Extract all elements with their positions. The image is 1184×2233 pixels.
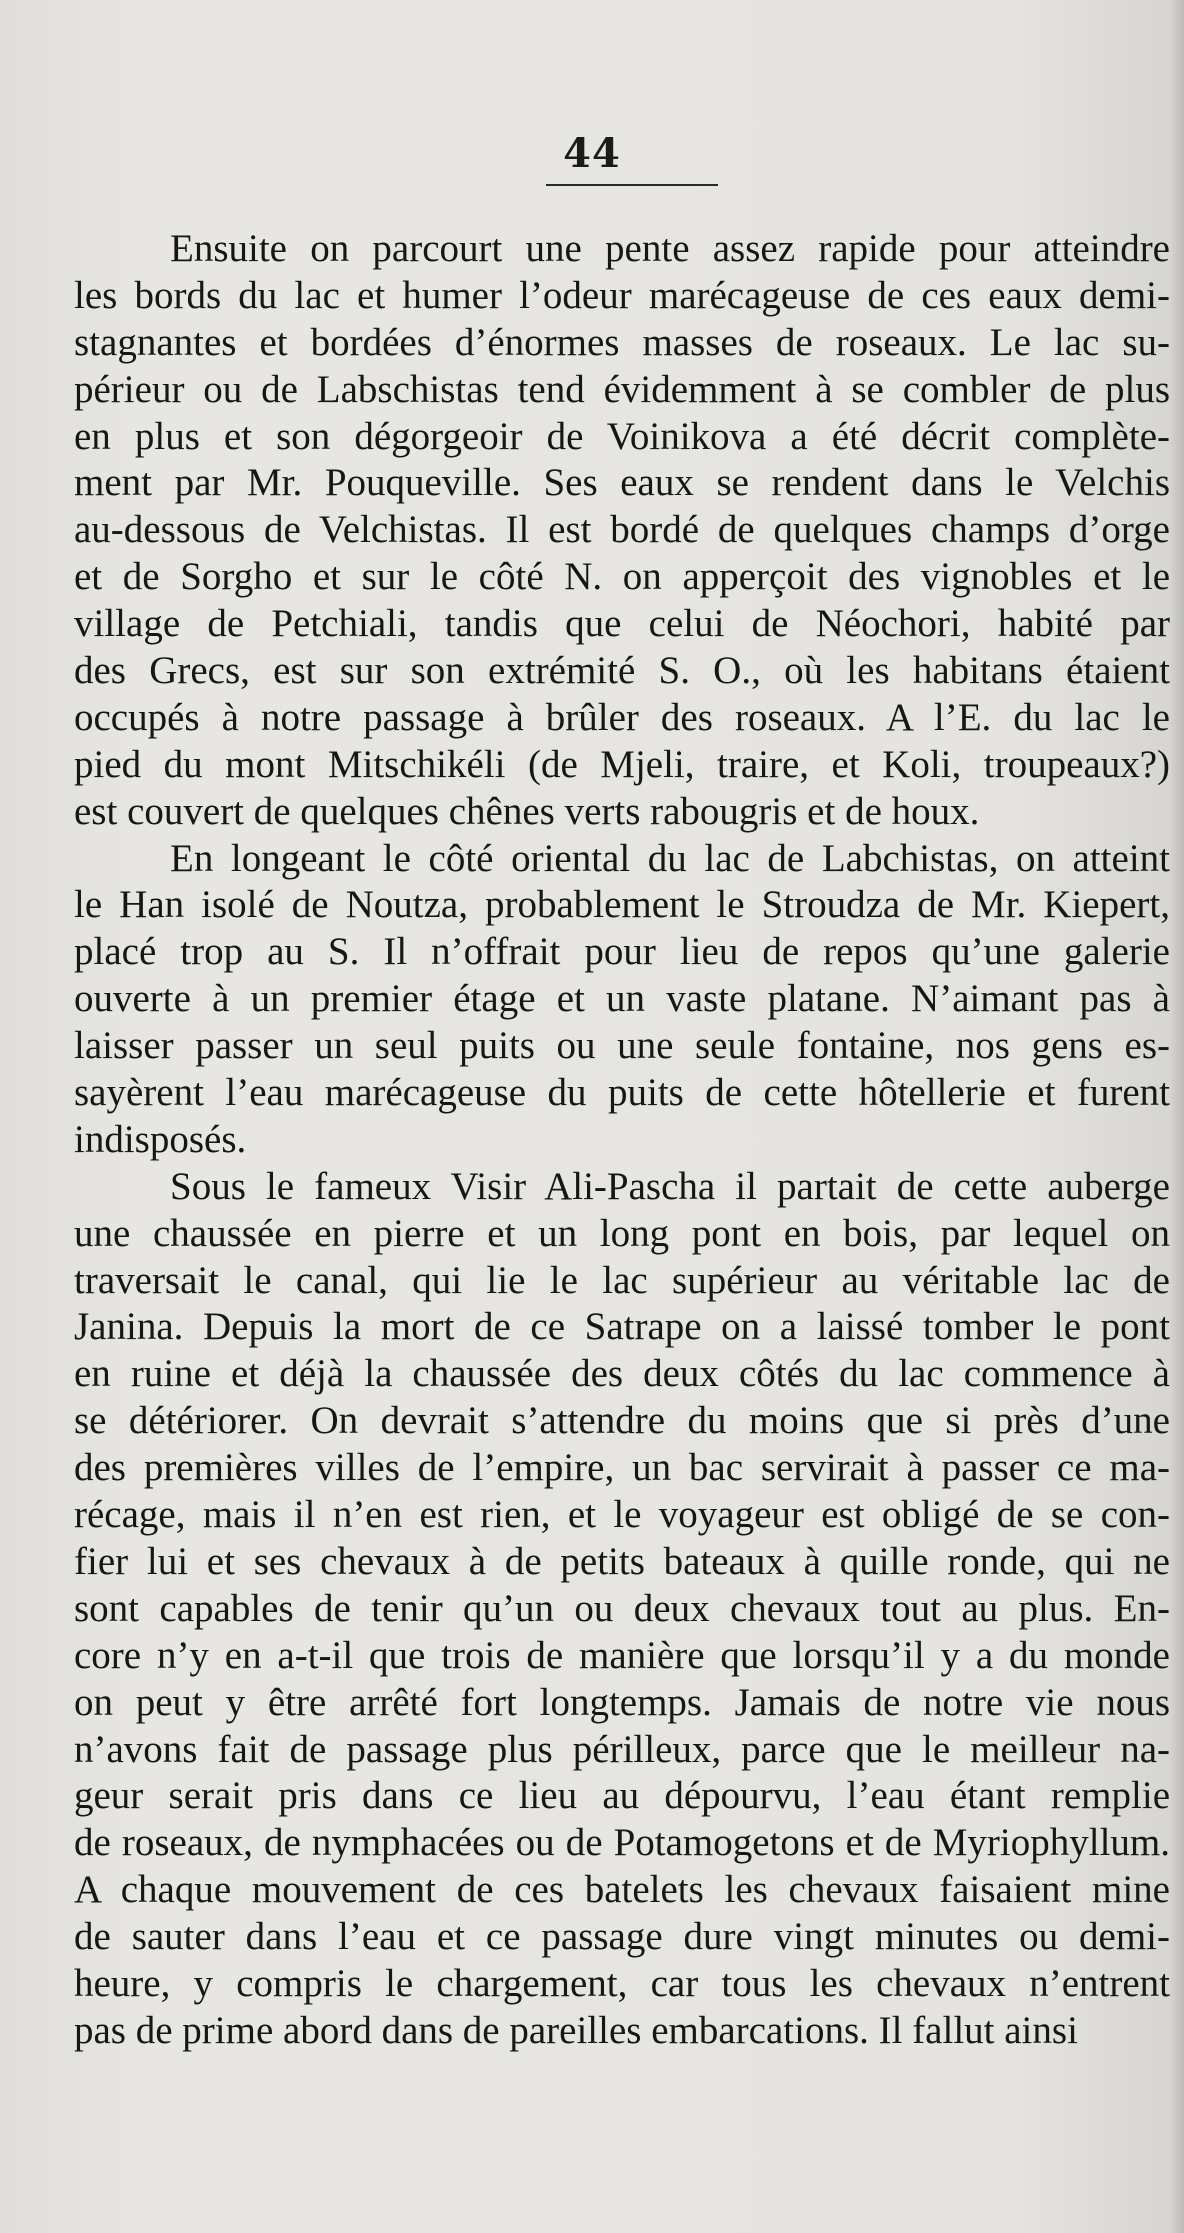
text-line: placé trop au S. Il n’offrait pour lieu de repos qu’une galerie xyxy=(74,930,1170,974)
text-line: village de Petchiali, tandis que celui de Néochori, habité par xyxy=(74,602,1170,646)
text-line: des premières villes de l’empire, un bac servirait à passer ce ma- xyxy=(74,1446,1170,1490)
paragraph xyxy=(74,1164,1170,2055)
text-line: pied du mont Mitschikéli (de Mjeli, traire, et Koli, troupeaux?) xyxy=(74,742,1170,786)
text-line: core n’y en a-t-il que trois de manière que lorsqu’il y a du monde xyxy=(74,1633,1170,1677)
header-rule xyxy=(546,184,718,186)
text-line: de sauter dans l’eau et ce passage dure vingt minutes ou demi- xyxy=(74,1915,1170,1959)
text-line: Sous le fameux Visir Ali-Pascha il partait de cette auberge xyxy=(170,1164,1170,1208)
text-line: A chaque mouvement de ces batelets les chevaux faisaient mine xyxy=(74,1868,1170,1912)
text-line: en plus et son dégorgeoir de Voinikova a été décrit complète- xyxy=(74,414,1170,458)
text-line: Ensuite on parcourt une pente assez rapide pour atteindre xyxy=(170,227,1170,270)
paragraph xyxy=(74,836,1170,1164)
text-line: ment par Mr. Pouqueville. Ses eaux se rendent dans le Velchis xyxy=(74,461,1170,505)
text-line: et de Sorgho et sur le côté N. on apperçoit des vignobles et le xyxy=(74,555,1170,599)
text-line: geur serait pris dans ce lieu au dépourvu, l’eau étant remplie xyxy=(74,1774,1170,1818)
text-line: fier lui et ses chevaux à de petits bateaux à quille ronde, qui ne xyxy=(74,1539,1170,1583)
text-line: pas de prime abord dans de pareilles embarcations. Il fallut ainsi xyxy=(74,2008,1078,2052)
text-line: récage, mais il n’en est rien, et le voyageur est obligé de se con- xyxy=(74,1493,1170,1537)
text-line: au-dessous de Velchistas. Il est bordé de quelques champs d’orge xyxy=(74,508,1170,552)
text-line: se détériorer. On devrait s’attendre du moins que si près d’une xyxy=(74,1399,1170,1443)
text-line: n’avons fait de passage plus périlleux, parce que le meilleur na- xyxy=(74,1727,1170,1771)
page-number: 44 xyxy=(563,130,621,177)
body-text xyxy=(74,226,1170,2055)
text-line: ouverte à un premier étage et un vaste platane. N’aimant pas à xyxy=(74,977,1170,1021)
text-line: est couvert de quelques chênes verts rabougris et de houx. xyxy=(74,789,980,833)
text-line: des Grecs, est sur son extrémité S. O., où les habitans étaient xyxy=(74,649,1170,693)
text-line: Janina. Depuis la mort de ce Satrape on a laissé tomber le pont xyxy=(74,1305,1170,1349)
text-line: en ruine et déjà la chaussée des deux côtés du lac commence à xyxy=(74,1352,1170,1396)
text-line: une chaussée en pierre et un long pont en bois, par lequel on xyxy=(74,1211,1170,1255)
text-line: laisser passer un seul puits ou une seule fontaine, nos gens es- xyxy=(74,1024,1170,1068)
page-edge-shadow xyxy=(1170,0,1184,2233)
text-line: stagnantes et bordées d’énormes masses de roseaux. Le lac su- xyxy=(74,320,1170,364)
text-line: sayèrent l’eau marécageuse du puits de cette hôtellerie et furent xyxy=(74,1071,1170,1115)
paragraph xyxy=(74,226,1170,836)
text-line: on peut y être arrêté fort longtemps. Jamais de notre vie nous xyxy=(74,1680,1170,1724)
text-line: En longeant le côté oriental du lac de Labchistas, on atteint xyxy=(170,836,1170,880)
text-line: les bords du lac et humer l’odeur marécageuse de ces eaux demi- xyxy=(74,273,1170,317)
text-line: périeur ou de Labschistas tend évidemment à se combler de plus xyxy=(74,367,1170,411)
text-line: sont capables de tenir qu’un ou deux chevaux tout au plus. En- xyxy=(74,1586,1170,1630)
text-line: le Han isolé de Noutza, probablement le Stroudza de Mr. Kiepert, xyxy=(74,883,1170,927)
text-line: indisposés. xyxy=(74,1117,247,1161)
text-line: traversait le canal, qui lie le lac supérieur au véritable lac de xyxy=(74,1258,1170,1302)
text-line: heure, y compris le chargement, car tous les chevaux n’entrent xyxy=(74,1961,1170,2005)
text-line: occupés à notre passage à brûler des roseaux. A l’E. du lac le xyxy=(74,695,1170,739)
text-line: de roseaux, de nymphacées ou de Potamogetons et de Myriophyllum. xyxy=(74,1821,1170,1865)
